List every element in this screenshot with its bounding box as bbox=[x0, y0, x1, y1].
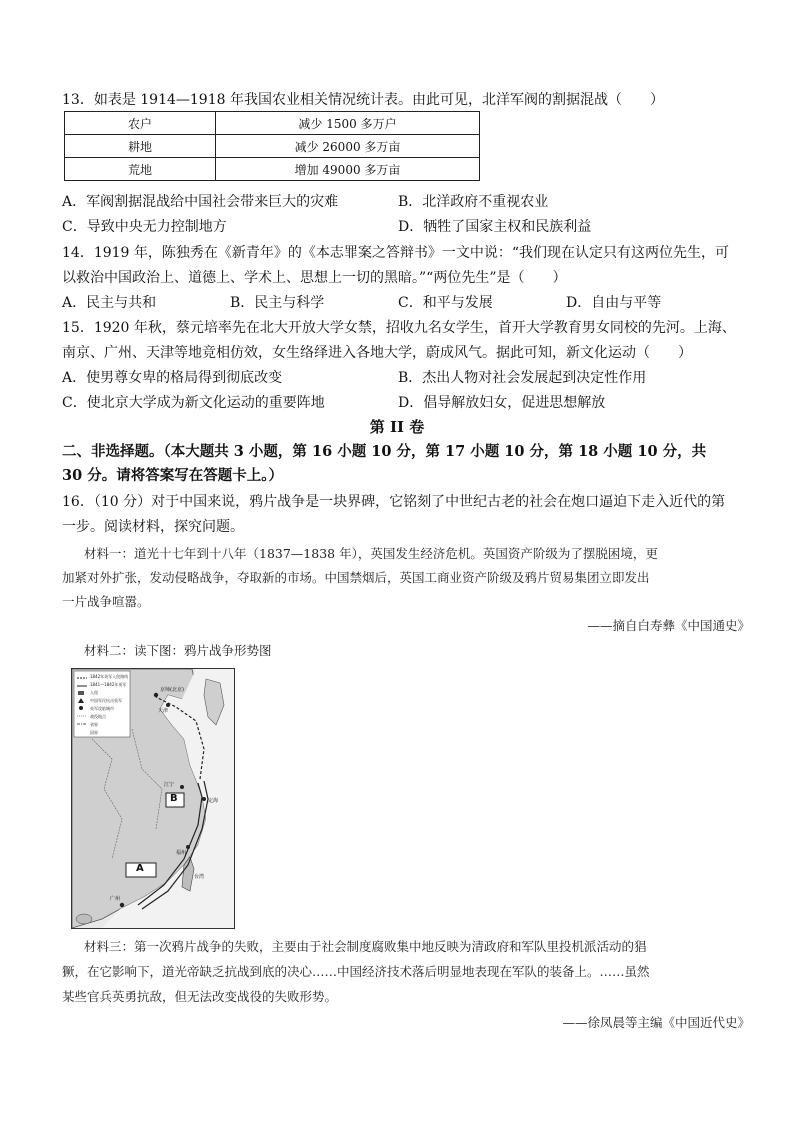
q13-option-a: A．军阀割据混战给中国社会带来巨大的灾难 bbox=[62, 194, 339, 210]
table-cell: 增加 49000 多万亩 bbox=[216, 158, 480, 181]
map-label-jiangning: 江宁 bbox=[164, 782, 175, 788]
map-label-a: A bbox=[136, 863, 144, 874]
material-1-source: ——摘自白寿彝《中国通史》 bbox=[587, 618, 750, 633]
q15-stem-line1: 15．1920 年秋，蔡元培率先在北大开放大学女禁，招收九名女学生，首开大学教育男女同校的先河。上海、 bbox=[62, 320, 736, 336]
table-cell: 农户 bbox=[65, 112, 216, 135]
map-label-tianjin: 天津 bbox=[158, 708, 169, 714]
map-legend-item: 中国军民抗击英军 bbox=[90, 698, 122, 703]
map-legend-item: 英军攻陷城市 bbox=[90, 706, 114, 711]
q14-option-d: D．自由与平等 bbox=[566, 295, 662, 311]
agriculture-table bbox=[64, 111, 480, 181]
material-3-source: ——徐凤晨等主编《中国近代史》 bbox=[562, 1015, 750, 1030]
material-3-line1: 材料三：第一次鸦片战争的失败，主要由于社会制度腐败集中地反映为清政府和军队里投机派活动的猖 bbox=[84, 939, 647, 954]
q14-stem-line1: 14．1919 年，陈独秀在《新青年》的《本志罪案之答辩书》一文中说：“我们现在认定只有这两位先生，可 bbox=[62, 245, 730, 261]
q13-option-b: B．北洋政府不重视农业 bbox=[398, 194, 549, 210]
material-2-label: 材料二：读下图：鸦片战争形势图 bbox=[84, 643, 272, 658]
material-1-line3: 一片战争喧嚣。 bbox=[62, 594, 150, 609]
section-title: 第 II 卷 bbox=[369, 418, 425, 436]
q14-stem-line2: 以救治中国政治上、道德上、学术上、思想上一切的黑暗。”“两位先生”是（ ） bbox=[62, 270, 567, 286]
q15-option-a: A．使男尊女卑的格局得到彻底改变 bbox=[62, 370, 283, 386]
table-cell: 减少 26000 多万亩 bbox=[216, 135, 480, 158]
q15-option-c: C．使北京大学成为新文化运动的重要阵地 bbox=[62, 395, 325, 411]
table-cell: 减少 1500 多万户 bbox=[216, 112, 480, 135]
map-legend-item: 省界 bbox=[90, 722, 98, 727]
q15-option-b: B．杰出人物对社会发展起到决定性作用 bbox=[398, 370, 647, 386]
map-label-dinghai: 定海 bbox=[208, 798, 219, 804]
map-legend-item: 战役地点 bbox=[90, 714, 106, 719]
table-row bbox=[65, 135, 480, 158]
table-cell: 耕地 bbox=[65, 135, 216, 158]
material-1-line2: 加紧对外扩张，发动侵略战争，夺取新的市场。中国禁烟后，英国工商业资产阶级及鸦片贸易集团立即发出 bbox=[62, 570, 650, 585]
q14-option-b: B．民主与科学 bbox=[230, 295, 325, 311]
q16-stem-line2: 一步。阅读材料，探究问题。 bbox=[62, 519, 244, 535]
table-cell: 荒地 bbox=[65, 158, 216, 181]
q13-option-d: D．牺牲了国家主权和民族利益 bbox=[398, 219, 592, 235]
map-label-beijing: 京师(北京) bbox=[160, 687, 184, 693]
map-legend-item: 国界 bbox=[90, 730, 98, 735]
map-label-b: B bbox=[170, 793, 178, 804]
material-3-line2: 獗，在它影响下，道光帝缺乏抗战到底的决心……中国经济技术落后明显地表现在军队的装备上。……虽然 bbox=[62, 964, 650, 979]
material-3-line3: 某些官兵英勇抗敌，但无法改变战役的失败形势。 bbox=[62, 989, 338, 1004]
section-instructions-line1: 二、非选择题。（本大题共 3 小题，第 16 小题 10 分，第 17 小题 10 分，第 18 小题 10 分，共 bbox=[62, 443, 707, 460]
section-instructions-line2: 30 分。请将答案写在答题卡上。） bbox=[62, 467, 283, 484]
q13-stem: 13．如表是 1914—1918 年我国农业相关情况统计表。由此可见，北洋军阀的割据混战（ ） bbox=[62, 92, 664, 108]
q15-option-d: D．倡导解放妇女，促进思想解放 bbox=[398, 395, 606, 411]
table-row bbox=[65, 112, 480, 135]
map-legend-item: 1842年英军入侵路线 bbox=[90, 674, 129, 679]
opium-war-map bbox=[71, 668, 235, 929]
q15-stem-line2: 南京、广州、天津等地竞相仿效，女生络绎进入各地大学，蔚成风气。据此可知，新文化运动（ ） bbox=[62, 345, 692, 361]
map-label-guangzhou: 广州 bbox=[110, 896, 121, 902]
map-label-taiwan: 台湾 bbox=[194, 874, 205, 880]
table-row bbox=[65, 158, 480, 181]
material-1-line1: 材料一：道光十七年到十八年（1837—1838 年），英国发生经济危机。英国资产阶级为了摆脱困境，更 bbox=[84, 546, 658, 561]
map-legend-item: 1841—1842年英军入侵 bbox=[90, 682, 127, 695]
q14-option-c: C．和平与发展 bbox=[398, 295, 493, 311]
map-label-fuzhou: 福州 bbox=[176, 850, 187, 856]
q16-stem-line1: 16．（10 分）对于中国来说，鸦片战争是一块界碑，它铭刻了中世纪古老的社会在炮口逼迫下走入近代的第 bbox=[62, 494, 726, 510]
q14-option-a: A．民主与共和 bbox=[62, 295, 157, 311]
q13-option-c: C．导致中央无力控制地方 bbox=[62, 219, 227, 235]
